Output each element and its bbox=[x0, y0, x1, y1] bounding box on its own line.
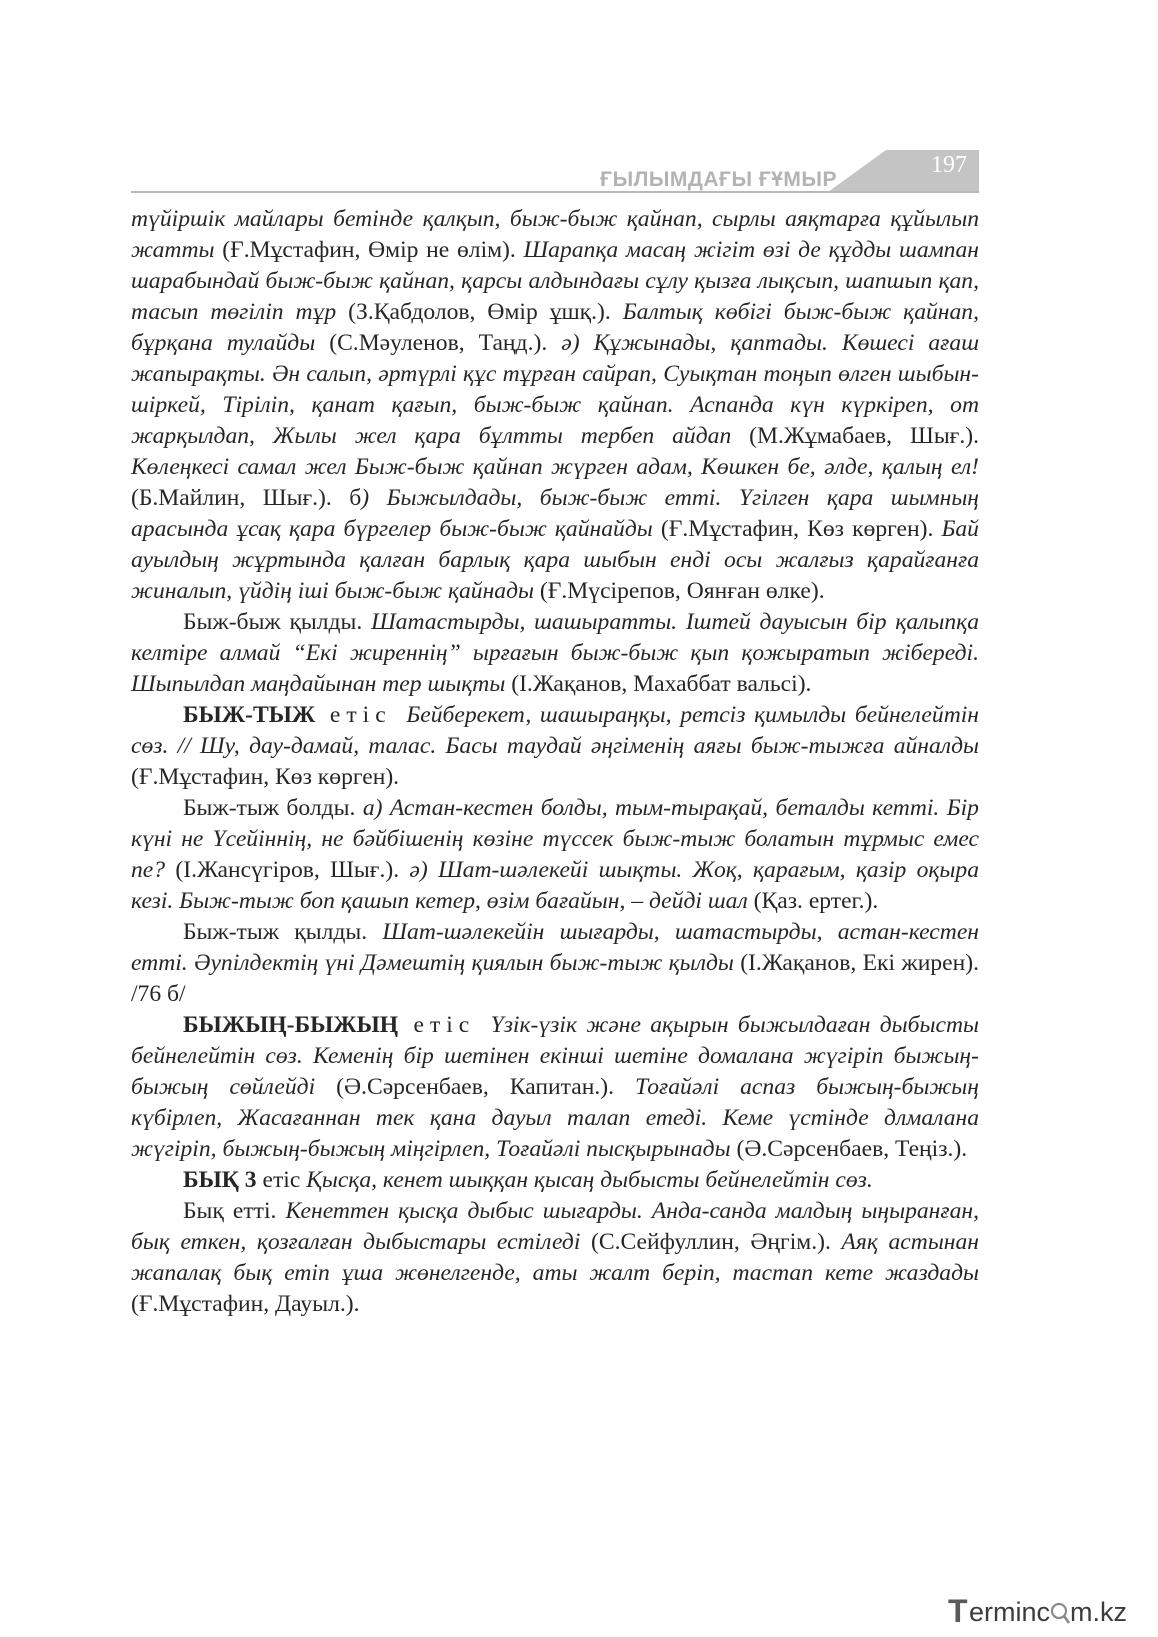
italic-text: а) Астан-кестен болды, тым-тырақай, беталды кетті. Бір күні не Үсейіннің, не бәйбішенің көзіне түссек быж-тыж болатын тұрмыс емес пе? bbox=[131, 795, 979, 883]
site-watermark bbox=[948, 1593, 1138, 1629]
dictionary-paragraph bbox=[131, 1010, 979, 1165]
page-header bbox=[131, 146, 979, 196]
regular-text: (І.Жақанов, Махаббат вальсі). bbox=[505, 671, 812, 697]
italic-text: Балтық көбігі быж-быж қайнап, бұрқана тулайды bbox=[131, 299, 980, 356]
watermark-text bbox=[969, 1597, 1127, 1628]
regular-text: (Ғ.Мүсірепов, Оянған өлке). bbox=[534, 578, 825, 604]
regular-text: (Қаз. ертег.). bbox=[747, 888, 879, 914]
regular-text: (Ғ.Мұстафин, Дауыл.). bbox=[131, 1291, 360, 1317]
part-of-speech-label: етіс bbox=[398, 1012, 491, 1038]
regular-text: (Ғ.Мұстафин, Көз көрген). bbox=[131, 764, 400, 790]
italic-text: Көлеңкесі самал жел Быж-быж қайнап жүрген адам, Көшкен бе, әлде, қалың ел! bbox=[131, 454, 979, 480]
watermark-text-end: m.kz bbox=[1070, 1597, 1128, 1627]
italic-text: Кенеттен қысқа дыбыс шығарды. Анда-санда малдың ыңыранған, бық еткен, қозғалған дыбыстары естіледі bbox=[131, 1198, 979, 1255]
headword: БЫЖЫҢ-БЫЖЫҢ bbox=[183, 1012, 399, 1038]
regular-text: Быж-быж қылды. bbox=[183, 609, 372, 635]
header-rule bbox=[131, 191, 979, 193]
regular-text: Бық етті. bbox=[183, 1198, 286, 1224]
italic-text: Шарапқа масаң жігіт өзі де құдды шампан шарабындай быж-быж қайнап, қарсы алдындағы сұлу қызға лықсып, шапшып қап, тасып төгіліп тұр bbox=[131, 237, 979, 325]
regular-text: (Ғ.Мұстафин, Өмір не өлім). bbox=[214, 237, 524, 263]
dictionary-paragraph bbox=[131, 917, 979, 1010]
regular-text: (Ә.Сәрсенбаев, Теңіз.). bbox=[730, 1136, 968, 1162]
regular-text: (І.Жақанов, Екі жирен). /76 б/ bbox=[131, 950, 979, 1007]
regular-text: (Б.Майлин, Шығ.). б bbox=[131, 485, 362, 511]
regular-text: (З.Қабдолов, Өмір ұшқ.). bbox=[336, 299, 623, 325]
dictionary-paragraph bbox=[131, 793, 979, 917]
headword: БЫҚ 3 bbox=[183, 1167, 257, 1193]
italic-text: Тоғайәлі аспаз быжың-быжың күбірлеп, Жасағаннан тек қана дауыл талап етеді. Кеме үстінде длмалана жүгіріп, быжың-быжың міңгірлеп, Тоғайәлі пысқырынады bbox=[131, 1074, 979, 1162]
headword: БЫЖ-ТЫЖ bbox=[183, 702, 316, 728]
regular-text: Быж-тыж болды. bbox=[183, 795, 363, 821]
regular-text: (Ә.Сәрсенбаев, Капитан.). bbox=[315, 1074, 635, 1100]
running-title: ҒЫЛЫМДАҒЫ ҒҰМЫР bbox=[600, 168, 837, 191]
regular-text: (І.Жансүгіров, Шығ.). bbox=[165, 857, 410, 883]
italic-text: Бай ауылдың жұртында қалған барлық қара шыбын енді осы жалғыз қарайғанға жиналып, үйдің іші быж-быж қайнады bbox=[131, 516, 979, 604]
italic-text: Шатастырды, шашыратты. Іштей дауысын бір қалыпқа келтіре алмай “Екі жиреннің” ырғағын быж-быж қып қожыратып жібереді. Шыпылдап маңдайынан тер шықты bbox=[131, 609, 980, 697]
dictionary-paragraph bbox=[131, 607, 979, 700]
regular-text: (М.Жұмабаев, Шығ.). bbox=[731, 423, 980, 449]
italic-text: ә) Шат-шәлекейі шықты. Жоқ, қарағым, қазір оқыра кезі. Быж-тыж боп қашып кетер, өзім бағайын, – дейді шал bbox=[131, 857, 980, 914]
dictionary-paragraph bbox=[131, 1165, 979, 1196]
part-of-speech-label: етіс bbox=[315, 702, 407, 728]
regular-text: (Ғ.Мұстафин, Көз көрген). bbox=[652, 516, 942, 542]
dictionary-body bbox=[131, 204, 979, 1320]
dictionary-paragraph bbox=[131, 1196, 979, 1320]
regular-text: (С.Мәуленов, Таңд.). bbox=[315, 330, 562, 356]
italic-text: түйіршік майлары бетінде қалқып, быж-быж қайнап, сырлы аяқтарға құйылып жатты bbox=[131, 206, 979, 263]
italic-text: ә) Құжынады, қаптады. Көшесі ағаш жапырақты. Ән салып, әртүрлі құс тұрған сайрап, Суықтан тоңып өлген шыбын-шіркей, Тіріліп, қанат қағып, быж-быж қайнап. Аспанда күн күркіреп, от жарқылдап, Жылы жел қара бұлтты тербеп айдап bbox=[131, 330, 979, 449]
page-number: 197 bbox=[931, 152, 967, 178]
dictionary-paragraph bbox=[131, 700, 979, 793]
regular-text: (С.Сейфуллин, Әңгім.). bbox=[580, 1229, 842, 1255]
italic-text: ) Быжылдады, быж-быж етті. Үгілген қара шымның арасында ұсақ қара бүргелер быж-быж қайнайды bbox=[131, 485, 980, 542]
dictionary-paragraph bbox=[131, 204, 979, 607]
italic-text: Бейберекет, шашыраңқы, ретсіз қимылды бейнелейтін сөз. // Шу, дау-дамай, талас. Басы таудай әңгіменің аяғы быж-тыжға айналды bbox=[131, 702, 979, 759]
regular-text: Быж-тыж қылды. bbox=[183, 919, 383, 945]
watermark-text-start: erminc bbox=[969, 1597, 1051, 1627]
watermark-logo-letter: T bbox=[948, 1593, 968, 1629]
italic-text: Шат-шәлекейін шығарды, шатастырды, астан-кестен етті. Әупілдектің үні Дәмештің қиялын быж-тыж қылды bbox=[131, 919, 979, 976]
italic-text: Қысқа, кенет шыққан қысаң дыбысты бейнелейтін сөз. bbox=[306, 1167, 873, 1193]
magnifier-icon bbox=[1050, 1601, 1070, 1625]
italic-text: Үзік-үзік және ақырын быжылдаған дыбысты бейнелейтін сөз. Кеменің бір шетінен екінші шетіне домалана жүгіріп быжың-быжың сөйлейді bbox=[131, 1012, 979, 1100]
regular-text: етіс bbox=[256, 1167, 307, 1193]
italic-text: Аяқ астынан жапалақ бық етіп ұша жөнелгенде, аты жалт беріп, тастап кете жаздады bbox=[131, 1229, 980, 1286]
